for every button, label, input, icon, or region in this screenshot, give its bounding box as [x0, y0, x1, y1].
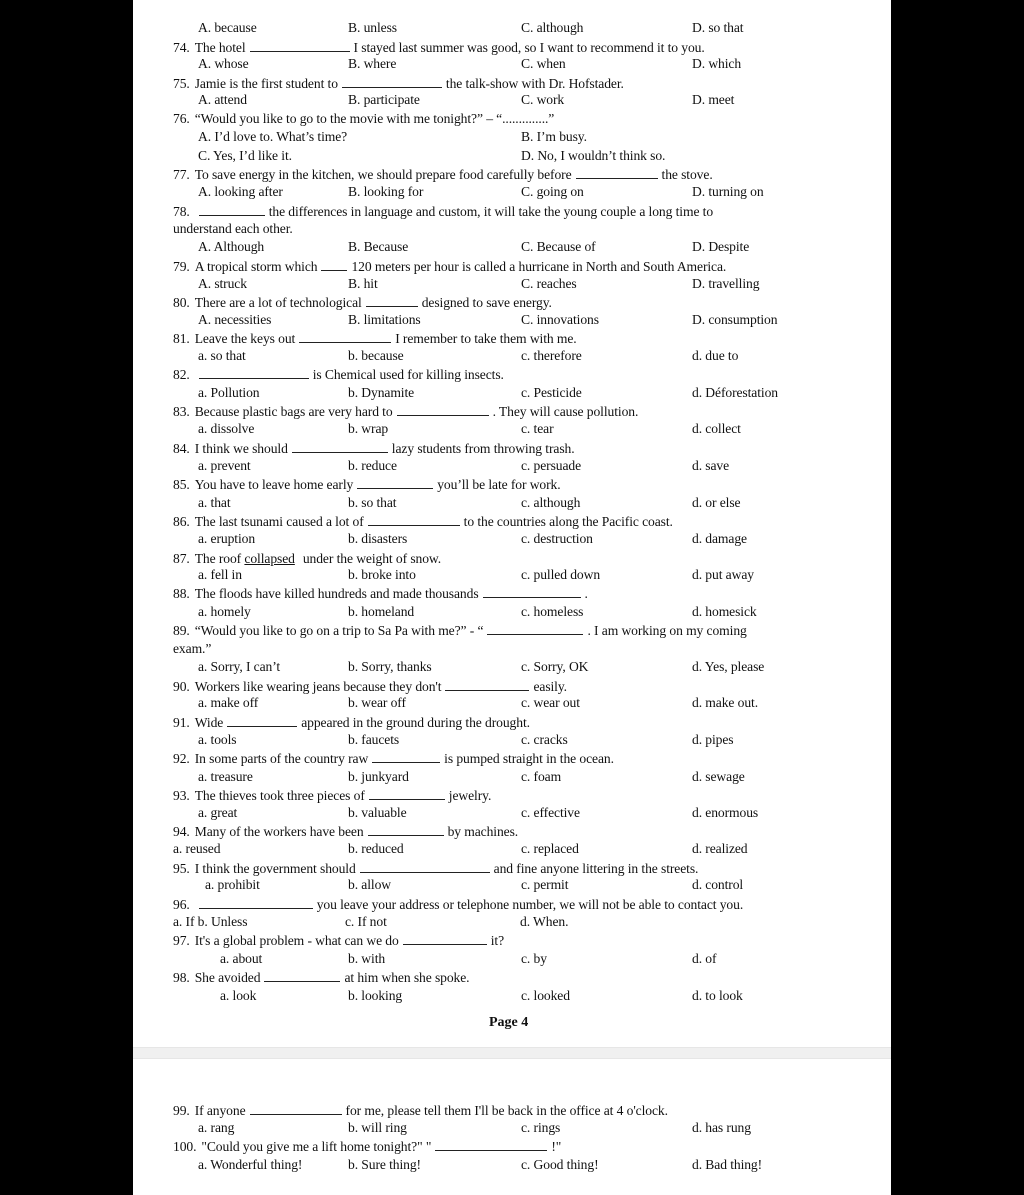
- answer-option[interactable]: c. although: [521, 495, 581, 510]
- question-stem: [173, 166, 713, 183]
- answer-option[interactable]: B. unless: [348, 20, 397, 35]
- question-text-end: lazy students from throwing trash.: [391, 441, 575, 456]
- answer-option[interactable]: b. valuable: [348, 805, 407, 820]
- question-text-end: I remember to take them with me.: [395, 331, 577, 346]
- question-number: 78.: [173, 204, 190, 219]
- answer-option[interactable]: d. put away: [692, 567, 754, 582]
- question-text-end: appeared in the ground during the drought.: [301, 715, 530, 730]
- answer-option[interactable]: b. reduce: [348, 458, 397, 473]
- question-text-end: easily.: [533, 679, 567, 694]
- question-stem: [173, 678, 567, 695]
- answer-option[interactable]: C. although: [521, 20, 584, 35]
- answer-option[interactable]: d. has rung: [692, 1120, 751, 1135]
- question-number: 81.: [173, 331, 190, 346]
- answer-option[interactable]: b. reduced: [348, 841, 404, 856]
- question-text-end: you’ll be late for work.: [437, 477, 561, 492]
- question-text: “Would you like to go to the movie with me tonight?” – “..............”: [194, 111, 555, 126]
- question-stem: [173, 258, 726, 275]
- answer-option[interactable]: a. Sorry, I can’t: [198, 659, 281, 674]
- answer-option[interactable]: b. junkyard: [348, 769, 409, 784]
- question-number: 89.: [173, 623, 190, 638]
- question-text: In some parts of the country raw: [194, 751, 369, 766]
- answer-option[interactable]: C. when: [521, 56, 566, 71]
- answer-option[interactable]: c. by: [521, 951, 547, 966]
- question-stem: [173, 969, 469, 986]
- question-text-end: by machines.: [447, 824, 519, 839]
- question-number: 98.: [173, 970, 190, 985]
- answer-blank[interactable]: [368, 513, 460, 526]
- answer-option[interactable]: c. looked: [521, 988, 570, 1003]
- question-text-end: !": [551, 1139, 562, 1154]
- question-text-end: under the weight of snow.: [302, 551, 442, 566]
- answer-option[interactable]: a. prohibit: [205, 877, 260, 892]
- question-text-end: the talk-show with Dr. Hofstader.: [445, 76, 624, 91]
- answer-option[interactable]: B. limitations: [348, 312, 421, 327]
- answer-option[interactable]: C. Yes, I’d like it.: [198, 148, 292, 163]
- question-text-end: and fine anyone littering in the streets.: [493, 861, 699, 876]
- answer-option[interactable]: b. Sorry, thanks: [348, 659, 432, 674]
- question-number: 87.: [173, 551, 190, 566]
- answer-option[interactable]: a. rang: [198, 1120, 235, 1135]
- question-text: Many of the workers have been: [194, 824, 364, 839]
- answer-blank[interactable]: [445, 678, 529, 691]
- question-text-end: to the countries along the Pacific coast.: [463, 514, 673, 529]
- answer-option[interactable]: B. participate: [348, 92, 420, 107]
- question-number: 88.: [173, 586, 190, 601]
- question-text: “Would you like to go on a trip to Sa Pa with me?” - “: [194, 623, 484, 638]
- page-divider: [133, 1047, 891, 1059]
- question-text-end: 120 meters per hour is called a hurricane in North and South America.: [351, 259, 727, 274]
- question-text: "Could you give me a lift home tonight?" ": [201, 1139, 432, 1154]
- question-number: 90.: [173, 679, 190, 694]
- answer-option[interactable]: a. tools: [198, 732, 237, 747]
- answer-option[interactable]: a. treasure: [198, 769, 253, 784]
- answer-blank[interactable]: [250, 1102, 342, 1115]
- answer-option[interactable]: A. because: [198, 20, 257, 35]
- question-number: 97.: [173, 933, 190, 948]
- question-text: If anyone: [194, 1103, 246, 1118]
- answer-option[interactable]: b. allow: [348, 877, 391, 892]
- question-stem: [173, 896, 743, 913]
- answer-option[interactable]: c. If not: [345, 914, 387, 929]
- answer-option[interactable]: A. attend: [198, 92, 247, 107]
- answer-option[interactable]: A. looking after: [198, 184, 283, 199]
- question-text-end: it?: [490, 933, 505, 948]
- question-text: I think the government should: [194, 861, 356, 876]
- question-text-end: you leave your address or telephone number, we will not be able to contact you.: [316, 897, 744, 912]
- question-text: I think we should: [194, 441, 288, 456]
- question-text: The hotel: [194, 40, 246, 55]
- answer-blank[interactable]: [199, 366, 309, 379]
- answer-option[interactable]: b. homeland: [348, 604, 415, 619]
- question-text-end: the stove.: [661, 167, 713, 182]
- answer-option[interactable]: c. homeless: [521, 604, 584, 619]
- answer-option[interactable]: a. reused: [173, 841, 221, 856]
- question-text-end: at him when she spoke.: [344, 970, 470, 985]
- answer-option[interactable]: D. Despite: [692, 239, 750, 254]
- question-number: 75.: [173, 76, 190, 91]
- question-stem: [173, 622, 747, 639]
- answer-option[interactable]: a. eruption: [198, 531, 256, 546]
- answer-blank[interactable]: [199, 896, 313, 909]
- answer-option[interactable]: b. so that: [348, 495, 397, 510]
- answer-option[interactable]: b. because: [348, 348, 404, 363]
- answer-option[interactable]: d. make out.: [692, 695, 758, 710]
- answer-option[interactable]: b. wear off: [348, 695, 406, 710]
- answer-option[interactable]: c. replaced: [521, 841, 579, 856]
- question-stem: [173, 330, 577, 347]
- answer-option[interactable]: c. cracks: [521, 732, 568, 747]
- question-text: To save energy in the kitchen, we should prepare food carefully before: [194, 167, 572, 182]
- question-number: 85.: [173, 477, 190, 492]
- answer-blank[interactable]: [372, 750, 440, 763]
- question-text-end: is Chemical used for killing insects.: [312, 367, 504, 382]
- answer-blank[interactable]: [366, 294, 418, 307]
- answer-blank[interactable]: [397, 403, 489, 416]
- answer-option[interactable]: d. realized: [692, 841, 748, 856]
- answer-option[interactable]: c. destruction: [521, 531, 593, 546]
- answer-option[interactable]: d. save: [692, 458, 730, 473]
- answer-option[interactable]: A. whose: [198, 56, 249, 71]
- question-number: 91.: [173, 715, 190, 730]
- question-text-end: . They will cause pollution.: [492, 404, 639, 419]
- answer-option[interactable]: D. No, I wouldn’t think so.: [521, 148, 666, 163]
- question-number: 96.: [173, 897, 190, 912]
- answer-blank[interactable]: [357, 476, 433, 489]
- question-text-end: designed to save energy.: [421, 295, 552, 310]
- question-stem: [173, 294, 552, 311]
- question-number: 77.: [173, 167, 190, 182]
- answer-blank[interactable]: [299, 330, 391, 343]
- answer-option[interactable]: d. Déforestation: [692, 385, 778, 400]
- answer-option[interactable]: d. enormous: [692, 805, 759, 820]
- answer-option[interactable]: a. make off: [198, 695, 259, 710]
- question-stem: [173, 750, 614, 767]
- answer-option[interactable]: b. with: [348, 951, 386, 966]
- question-text: The roof: [194, 551, 242, 566]
- answer-option[interactable]: c. Pesticide: [521, 385, 582, 400]
- question-number: 92.: [173, 751, 190, 766]
- answer-option[interactable]: b. wrap: [348, 421, 389, 436]
- question-stem: [173, 787, 491, 804]
- question-text: Leave the keys out: [194, 331, 296, 346]
- answer-option[interactable]: c. effective: [521, 805, 580, 820]
- question-number: 95.: [173, 861, 190, 876]
- question-text-end: .: [584, 586, 588, 601]
- answer-blank[interactable]: [264, 969, 340, 982]
- question-number: 80.: [173, 295, 190, 310]
- question-stem: [173, 550, 441, 567]
- answer-option[interactable]: A. I’d love to. What’s time?: [198, 129, 348, 144]
- answer-option[interactable]: c. foam: [521, 769, 562, 784]
- answer-option[interactable]: A. Although: [198, 239, 265, 254]
- answer-option[interactable]: a. fell in: [198, 567, 242, 582]
- question-stem: [173, 513, 673, 530]
- question-number: 100.: [173, 1139, 197, 1154]
- question-number: 79.: [173, 259, 190, 274]
- question-text: She avoided: [194, 970, 261, 985]
- answer-blank[interactable]: [483, 585, 581, 598]
- answer-option[interactable]: a. dissolve: [198, 421, 255, 436]
- question-stem: [173, 440, 575, 457]
- underlined-word: collapsed: [244, 551, 295, 566]
- answer-option[interactable]: a. homely: [198, 604, 251, 619]
- question-text-end: jewelry.: [448, 788, 492, 803]
- answer-option[interactable]: d. Yes, please: [692, 659, 765, 674]
- question-stem: [173, 714, 530, 731]
- question-text: There are a lot of technological: [194, 295, 362, 310]
- answer-blank[interactable]: [487, 622, 583, 635]
- answer-option[interactable]: D. turning on: [692, 184, 764, 199]
- answer-option[interactable]: a. Pollution: [198, 385, 260, 400]
- question-text: The thieves took three pieces of: [194, 788, 365, 803]
- question-text: Because plastic bags are very hard to: [194, 404, 393, 419]
- question-continuation: exam.”: [173, 641, 212, 656]
- question-stem: [173, 203, 713, 220]
- answer-option[interactable]: C. innovations: [521, 312, 599, 327]
- answer-option[interactable]: d. or else: [692, 495, 741, 510]
- answer-option[interactable]: a. about: [220, 951, 263, 966]
- answer-option[interactable]: d. collect: [692, 421, 741, 436]
- question-stem: [173, 366, 504, 383]
- question-text: You have to leave home early: [194, 477, 354, 492]
- answer-option[interactable]: d. due to: [692, 348, 739, 363]
- answer-option[interactable]: B. where: [348, 56, 397, 71]
- answer-option[interactable]: c. rings: [521, 1120, 561, 1135]
- question-text: A tropical storm which: [194, 259, 318, 274]
- answer-blank[interactable]: [250, 39, 350, 52]
- question-text-end: the differences in language and custom, it will take the young couple a long time to: [268, 204, 714, 219]
- question-stem: [173, 111, 554, 127]
- question-stem: [173, 932, 504, 949]
- answer-option[interactable]: d. to look: [692, 988, 743, 1003]
- answer-blank[interactable]: [342, 75, 442, 88]
- answer-blank[interactable]: [199, 203, 265, 216]
- answer-option[interactable]: a. If b. Unless: [173, 914, 248, 929]
- answer-option[interactable]: c. persuade: [521, 458, 582, 473]
- question-stem: [173, 39, 705, 56]
- question-text-end: I stayed last summer was good, so I want to recommend it to you.: [353, 40, 705, 55]
- question-text: Wide: [194, 715, 224, 730]
- answer-option[interactable]: D. meet: [692, 92, 735, 107]
- answer-option[interactable]: D. travelling: [692, 276, 760, 291]
- answer-option[interactable]: b. looking: [348, 988, 403, 1003]
- question-number: 76.: [173, 111, 190, 126]
- answer-option[interactable]: d. control: [692, 877, 744, 892]
- question-text: It's a global problem - what can we do: [194, 933, 399, 948]
- question-stem: [173, 75, 624, 92]
- answer-option[interactable]: b. Dynamite: [348, 385, 415, 400]
- answer-option[interactable]: a. that: [198, 495, 231, 510]
- question-continuation: understand each other.: [173, 221, 293, 236]
- answer-option[interactable]: c. therefore: [521, 348, 582, 363]
- question-stem: [173, 860, 698, 877]
- question-text: The last tsunami caused a lot of: [194, 514, 364, 529]
- answer-blank[interactable]: [292, 440, 388, 453]
- answer-option[interactable]: C. Because of: [521, 239, 596, 254]
- question-stem: [173, 476, 561, 493]
- question-number: 93.: [173, 788, 190, 803]
- answer-option[interactable]: A. struck: [198, 276, 247, 291]
- answer-option[interactable]: b. Sure thing!: [348, 1157, 421, 1172]
- question-text: Jamie is the first student to: [194, 76, 338, 91]
- question-stem: [173, 823, 518, 840]
- question-stem: [173, 1102, 668, 1119]
- answer-option[interactable]: b. will ring: [348, 1120, 407, 1135]
- answer-option[interactable]: c. permit: [521, 877, 569, 892]
- question-stem: [173, 403, 638, 420]
- answer-option[interactable]: B. hit: [348, 276, 378, 291]
- answer-option[interactable]: C. going on: [521, 184, 584, 199]
- answer-option[interactable]: a. look: [220, 988, 257, 1003]
- answer-option[interactable]: D. consumption: [692, 312, 778, 327]
- answer-option[interactable]: b. broke into: [348, 567, 416, 582]
- answer-option[interactable]: a. so that: [198, 348, 246, 363]
- question-text-end: . I am working on my coming: [587, 623, 747, 638]
- answer-option[interactable]: c. tear: [521, 421, 554, 436]
- question-number: 74.: [173, 40, 190, 55]
- answer-option[interactable]: d. damage: [692, 531, 747, 546]
- answer-option[interactable]: d. sewage: [692, 769, 745, 784]
- answer-option[interactable]: a. great: [198, 805, 238, 820]
- answer-blank[interactable]: [227, 714, 297, 727]
- answer-blank[interactable]: [369, 787, 445, 800]
- question-text-end: for me, please tell them I'll be back in the office at 4 o'clock.: [345, 1103, 668, 1118]
- answer-blank[interactable]: [368, 823, 444, 836]
- answer-blank[interactable]: [576, 166, 658, 179]
- question-text: The floods have killed hundreds and made thousands: [194, 586, 479, 601]
- question-number: 84.: [173, 441, 190, 456]
- answer-option[interactable]: B. I’m busy.: [521, 129, 587, 144]
- answer-option[interactable]: c. Good thing!: [521, 1157, 599, 1172]
- answer-option[interactable]: c. pulled down: [521, 567, 601, 582]
- answer-option[interactable]: C. reaches: [521, 276, 577, 291]
- answer-option[interactable]: d. homesick: [692, 604, 757, 619]
- answer-option[interactable]: d. Bad thing!: [692, 1157, 763, 1172]
- answer-option[interactable]: B. Because: [348, 239, 409, 254]
- question-number: 94.: [173, 824, 190, 839]
- answer-option[interactable]: A. necessities: [198, 312, 272, 327]
- question-number: 99.: [173, 1103, 190, 1118]
- answer-option[interactable]: a. Wonderful thing!: [198, 1157, 303, 1172]
- question-stem: [173, 1138, 561, 1155]
- answer-option[interactable]: c. Sorry, OK: [521, 659, 589, 674]
- answer-blank[interactable]: [360, 860, 490, 873]
- answer-blank[interactable]: [435, 1138, 547, 1151]
- answer-blank[interactable]: [321, 258, 347, 271]
- answer-option[interactable]: C. work: [521, 92, 565, 107]
- answer-option[interactable]: B. looking for: [348, 184, 424, 199]
- answer-option[interactable]: c. wear out: [521, 695, 580, 710]
- answer-option[interactable]: D. which: [692, 56, 742, 71]
- answer-option[interactable]: D. so that: [692, 20, 744, 35]
- answer-option[interactable]: a. prevent: [198, 458, 251, 473]
- answer-option[interactable]: d. When.: [520, 914, 569, 929]
- question-text-end: is pumped straight in the ocean.: [444, 751, 614, 766]
- question-number: 82.: [173, 367, 190, 382]
- answer-blank[interactable]: [403, 932, 487, 945]
- question-text: Workers like wearing jeans because they don't: [194, 679, 442, 694]
- page-number: Page 4: [489, 1015, 529, 1030]
- answer-option[interactable]: b. faucets: [348, 732, 400, 747]
- answer-option[interactable]: b. disasters: [348, 531, 408, 546]
- answer-option[interactable]: d. pipes: [692, 732, 734, 747]
- question-number: 86.: [173, 514, 190, 529]
- answer-option[interactable]: d. of: [692, 951, 717, 966]
- question-number: 83.: [173, 404, 190, 419]
- question-stem: [173, 585, 588, 602]
